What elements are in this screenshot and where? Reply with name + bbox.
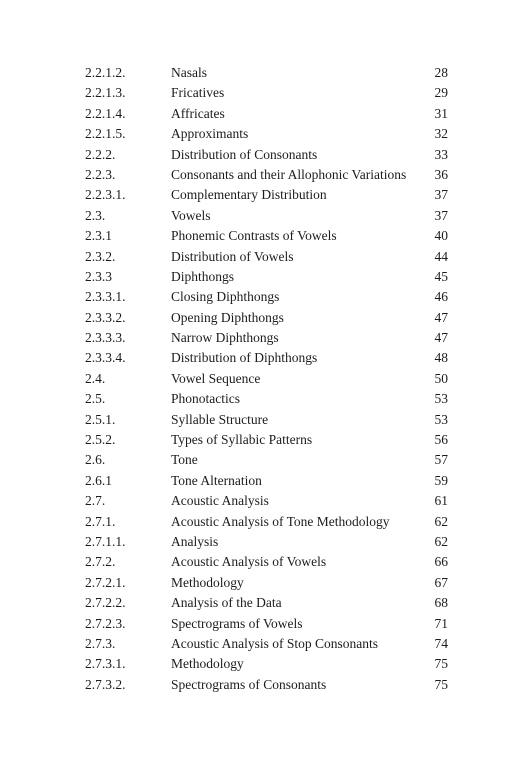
toc-entry-number: 2.7.3. bbox=[85, 635, 116, 651]
toc-entry bbox=[0, 287, 522, 307]
toc-entry-page: 56 bbox=[434, 432, 448, 448]
toc-entry bbox=[0, 573, 522, 593]
toc-entry-number: 2.7.2.1. bbox=[85, 574, 126, 590]
toc-entry bbox=[0, 512, 522, 532]
toc-entry-title: Methodology bbox=[171, 656, 244, 672]
toc-entry-number: 2.3.3.2. bbox=[85, 309, 126, 325]
toc-entry-title: Phonemic Contrasts of Vowels bbox=[171, 228, 337, 244]
toc-entry bbox=[0, 675, 522, 695]
toc-entry-number: 2.2.3. bbox=[85, 166, 116, 182]
toc-entry-title: Methodology bbox=[171, 574, 244, 590]
toc-entry-page: 40 bbox=[434, 228, 448, 244]
toc-entry-title: Acoustic Analysis of Vowels bbox=[171, 554, 327, 570]
toc-entry-title: Vowel Sequence bbox=[171, 370, 261, 386]
toc-entry-number: 2.6.1 bbox=[85, 472, 112, 488]
toc-entry bbox=[0, 247, 522, 267]
toc-entry-page: 53 bbox=[434, 411, 448, 427]
toc-entry-page: 47 bbox=[434, 309, 448, 325]
toc-entry-page: 75 bbox=[434, 656, 448, 672]
toc-entry-title: Tone Alternation bbox=[171, 472, 262, 488]
toc-entry-number: 2.7.2.2. bbox=[85, 595, 126, 611]
toc-entry-page: 37 bbox=[434, 187, 448, 203]
toc-entry-title: Distribution of Vowels bbox=[171, 248, 294, 264]
toc-entry-page: 74 bbox=[434, 635, 448, 651]
toc-entry-number: 2.7.1.1. bbox=[85, 533, 126, 549]
toc-entry bbox=[0, 308, 522, 328]
toc-entry-number: 2.2.1.3. bbox=[85, 85, 126, 101]
toc-entry-title: Vowels bbox=[171, 207, 211, 223]
toc-entry-page: 29 bbox=[434, 85, 448, 101]
toc-entry-title: Fricatives bbox=[171, 85, 225, 101]
toc-entry-title: Spectrograms of Consonants bbox=[171, 676, 327, 692]
toc-entry bbox=[0, 552, 522, 572]
toc-entry-number: 2.3.2. bbox=[85, 248, 116, 264]
toc-entry bbox=[0, 165, 522, 185]
toc-entry-page: 53 bbox=[434, 391, 448, 407]
toc-entry-title: Consonants and their Allophonic Variations bbox=[171, 166, 407, 182]
toc-entry-number: 2.2.3.1. bbox=[85, 187, 126, 203]
toc-entry-title: Types of Syllabic Patterns bbox=[171, 432, 313, 448]
toc-entry-page: 67 bbox=[434, 574, 448, 590]
toc-entry-title: Approximants bbox=[171, 126, 249, 142]
toc-entry-page: 33 bbox=[434, 146, 448, 162]
toc-entry bbox=[0, 634, 522, 654]
toc-entry-page: 61 bbox=[434, 493, 448, 509]
toc-entry-page: 32 bbox=[434, 126, 448, 142]
toc-entry-page: 48 bbox=[434, 350, 448, 366]
toc-entry-title: Narrow Diphthongs bbox=[171, 330, 279, 346]
toc-entry-title: Affricates bbox=[171, 105, 225, 121]
toc-entry-page: 37 bbox=[434, 207, 448, 223]
toc-entry-page: 28 bbox=[434, 65, 448, 80]
toc-entry bbox=[0, 348, 522, 368]
toc-entry-title: Distribution of Consonants bbox=[171, 146, 318, 162]
toc-entry bbox=[0, 430, 522, 450]
toc-entry-page: 45 bbox=[434, 268, 448, 284]
toc-entry-page: 75 bbox=[434, 676, 448, 692]
toc-entry bbox=[0, 328, 522, 348]
toc-entry bbox=[0, 206, 522, 226]
toc-entry bbox=[0, 145, 522, 165]
toc-entry-number: 2.7.2.3. bbox=[85, 615, 126, 631]
toc-entry bbox=[0, 654, 522, 674]
toc-entry-title: Tone bbox=[171, 452, 198, 468]
toc-entry-page: 66 bbox=[434, 554, 448, 570]
toc-entry-number: 2.7.1. bbox=[85, 513, 116, 529]
toc-entry-page: 46 bbox=[434, 289, 448, 305]
toc-entry-title: Complementary Distribution bbox=[171, 187, 327, 203]
toc-entry bbox=[0, 63, 522, 83]
toc-entry-number: 2.7.2. bbox=[85, 554, 116, 570]
toc-entry-title: Analysis of the Data bbox=[171, 595, 282, 611]
toc-entry-page: 68 bbox=[434, 595, 448, 611]
toc-entry bbox=[0, 471, 522, 491]
toc-entry-title: Closing Diphthongs bbox=[171, 289, 280, 305]
toc-entry-title: Syllable Structure bbox=[171, 411, 269, 427]
toc-entry-page: 59 bbox=[434, 472, 448, 488]
toc-entry-title: Opening Diphthongs bbox=[171, 309, 284, 325]
toc-entry-number: 2.2.1.4. bbox=[85, 105, 126, 121]
toc-entry bbox=[0, 369, 522, 389]
toc-entry-number: 2.3.3.3. bbox=[85, 330, 126, 346]
toc-entry-number: 2.3.3.1. bbox=[85, 289, 126, 305]
toc-entry-page: 47 bbox=[434, 330, 448, 346]
toc-entry-title: Acoustic Analysis of Tone Methodology bbox=[171, 513, 390, 529]
toc-entry-number: 2.6. bbox=[85, 452, 106, 468]
toc-entry bbox=[0, 185, 522, 205]
toc-entry-title: Distribution of Diphthongs bbox=[171, 350, 318, 366]
toc-entry-page: 31 bbox=[434, 105, 448, 121]
toc-entry-number: 2.7.3.2. bbox=[85, 676, 126, 692]
toc-entry bbox=[0, 593, 522, 613]
toc-entry-page: 62 bbox=[434, 533, 448, 549]
toc-entry-page: 57 bbox=[434, 452, 448, 468]
toc-entry bbox=[0, 532, 522, 552]
toc-entry-number: 2.3. bbox=[85, 207, 106, 223]
toc-entry-number: 2.5.2. bbox=[85, 432, 116, 448]
table-of-contents bbox=[0, 63, 522, 695]
toc-entry bbox=[0, 450, 522, 470]
toc-entry-title: Phonotactics bbox=[171, 391, 240, 407]
toc-entry-page: 71 bbox=[434, 615, 448, 631]
toc-entry bbox=[0, 389, 522, 409]
toc-entry-number: 2.3.3.4. bbox=[85, 350, 126, 366]
toc-entry-title: Diphthongs bbox=[171, 268, 235, 284]
toc-entry-number: 2.3.3 bbox=[85, 268, 112, 284]
toc-entry bbox=[0, 83, 522, 103]
toc-entry-page: 50 bbox=[434, 370, 448, 386]
toc-entry bbox=[0, 491, 522, 511]
toc-entry-number: 2.4. bbox=[85, 370, 106, 386]
toc-entry-title: Analysis bbox=[171, 533, 219, 549]
toc-entry-number: 2.7.3.1. bbox=[85, 656, 126, 672]
toc-entry bbox=[0, 267, 522, 287]
toc-entry-page: 44 bbox=[434, 248, 448, 264]
toc-entry-page: 62 bbox=[434, 513, 448, 529]
toc-entry-number: 2.2.1.5. bbox=[85, 126, 126, 142]
toc-entry bbox=[0, 226, 522, 246]
toc-entry-title: Spectrograms of Vowels bbox=[171, 615, 303, 631]
toc-entry-number: 2.5. bbox=[85, 391, 106, 407]
toc-entry-number: 2.5.1. bbox=[85, 411, 116, 427]
toc-entry-title: Acoustic Analysis bbox=[171, 493, 269, 509]
toc-entry-number: 2.7. bbox=[85, 493, 106, 509]
toc-entry bbox=[0, 124, 522, 144]
toc-entry-number: 2.2.1.2. bbox=[85, 65, 126, 80]
toc-entry bbox=[0, 104, 522, 124]
toc-entry-title: Acoustic Analysis of Stop Consonants bbox=[171, 635, 379, 651]
toc-entry-number: 2.2.2. bbox=[85, 146, 116, 162]
toc-entry bbox=[0, 410, 522, 430]
toc-entry bbox=[0, 614, 522, 634]
toc-entry-page: 36 bbox=[434, 166, 448, 182]
toc-entry-number: 2.3.1 bbox=[85, 228, 112, 244]
toc-entry-title: Nasals bbox=[171, 65, 207, 80]
